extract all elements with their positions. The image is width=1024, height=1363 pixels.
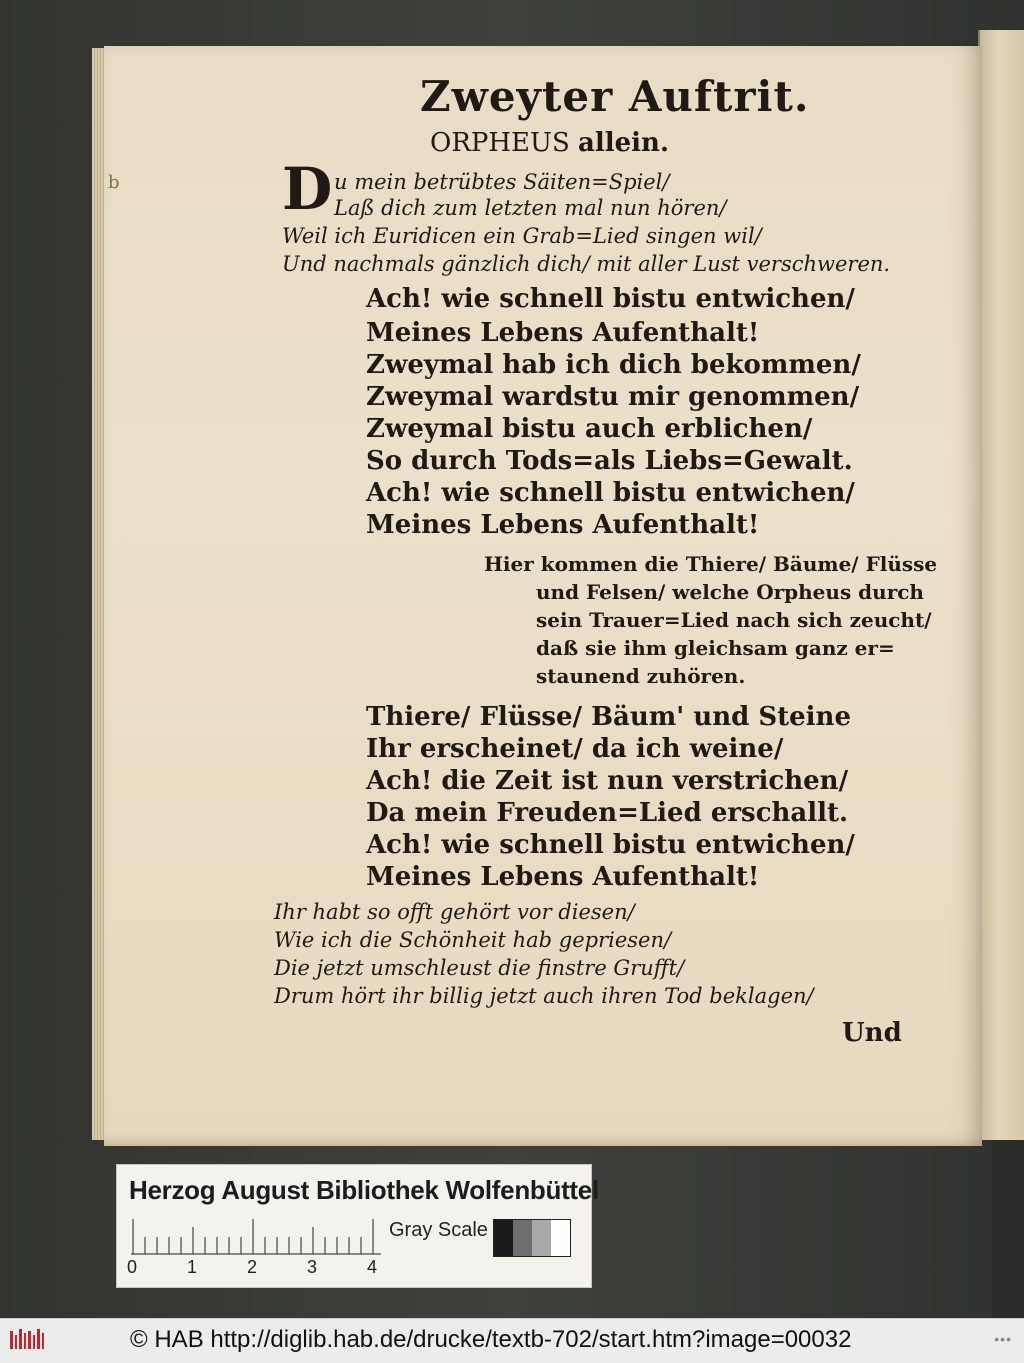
intro-line: Laß dich zum letzten mal nun hören/ xyxy=(334,196,727,220)
closing-line: Die jetzt umschleust die finstre Grufft/ xyxy=(274,956,685,980)
ruler-scale xyxy=(131,1219,381,1255)
aria-line: Meines Lebens Aufenthalt! xyxy=(366,510,760,540)
aria-line: Ach! die Zeit ist nun verstrichen/ xyxy=(366,766,849,796)
aria-line: Zweymal hab ich dich bekommen/ xyxy=(366,350,861,380)
drop-capital: D xyxy=(282,155,333,223)
closing-line: Drum hört ihr billig jetzt auch ihren Tod beklagen/ xyxy=(274,984,814,1008)
closing-line: Wie ich die Schönheit hab gepriesen/ xyxy=(274,928,672,952)
stage-direction-line: sein Trauer=Lied nach sich zeucht/ xyxy=(536,608,932,632)
more-options-icon[interactable]: ••• xyxy=(994,1331,1012,1347)
stage-direction-line: Hier kommen die Thiere/ Bäume/ Flüsse xyxy=(484,552,938,576)
closing-line: Ihr habt so offt gehört vor diesen/ xyxy=(274,900,635,924)
intro-line: Weil ich Euridicen ein Grab=Lied singen wil/ xyxy=(282,224,762,248)
aria-line: Ach! wie schnell bistu entwichen/ xyxy=(366,830,855,860)
aria-line: Ihr erscheinet/ da ich weine/ xyxy=(366,734,784,764)
aria-line: Meines Lebens Aufenthalt! xyxy=(366,318,760,348)
ruler-number: 1 xyxy=(187,1257,198,1277)
intro-line: Und nachmals gänzlich dich/ mit aller Lust verschweren. xyxy=(282,252,891,276)
aria-line: Ach! wie schnell bistu entwichen/ xyxy=(366,284,855,314)
ruler-number: 3 xyxy=(307,1257,318,1277)
stage-direction-line: staunend zuhören. xyxy=(536,664,746,688)
facing-page-edge xyxy=(978,30,1024,1140)
aria-line: So durch Tods=als Liebs=Gewalt. xyxy=(366,446,853,476)
stage-direction-line: und Felsen/ welche Orpheus durch xyxy=(536,580,924,604)
scene-title: Zweyter Auftrit. xyxy=(420,72,810,121)
ruler-number: 2 xyxy=(247,1257,258,1277)
aria-line: Thiere/ Flüsse/ Bäum' und Steine xyxy=(366,702,851,732)
hab-logo-icon xyxy=(8,1327,46,1353)
catchword: Und xyxy=(842,1018,902,1048)
gray-scale-label: Gray Scale xyxy=(389,1219,488,1241)
aria-line: Zweymal wardstu mir genommen/ xyxy=(366,382,860,412)
stage-direction-line: daß sie ihm gleichsam ganz er= xyxy=(536,636,895,660)
margin-mark: b xyxy=(108,172,120,193)
aria-line: Zweymal bistu auch erblichen/ xyxy=(366,414,813,444)
library-name: Herzog August Bibliothek Wolfenbüttel xyxy=(129,1175,599,1205)
character-note: allein. xyxy=(578,128,670,158)
aria-line: Ach! wie schnell bistu entwichen/ xyxy=(366,478,855,508)
board-corner xyxy=(992,1140,1024,1318)
aria-line: Meines Lebens Aufenthalt! xyxy=(366,862,760,892)
ruler-number: 0 xyxy=(127,1257,138,1277)
gray-scale-bar xyxy=(493,1219,571,1257)
footer-bar xyxy=(0,1318,1024,1363)
scene-subtitle xyxy=(430,128,669,158)
aria-line: Da mein Freuden=Lied erschallt. xyxy=(366,798,849,828)
ruler-number: 4 xyxy=(367,1257,378,1277)
intro-line: u mein betrübtes Säiten=Spiel/ xyxy=(334,170,670,194)
library-label-card xyxy=(116,1164,599,1288)
copyright-url[interactable]: © HAB http://diglib.hab.de/drucke/textb-702/start.htm?image=00032 xyxy=(130,1326,852,1353)
character-name: ORPHEUS xyxy=(430,128,570,158)
